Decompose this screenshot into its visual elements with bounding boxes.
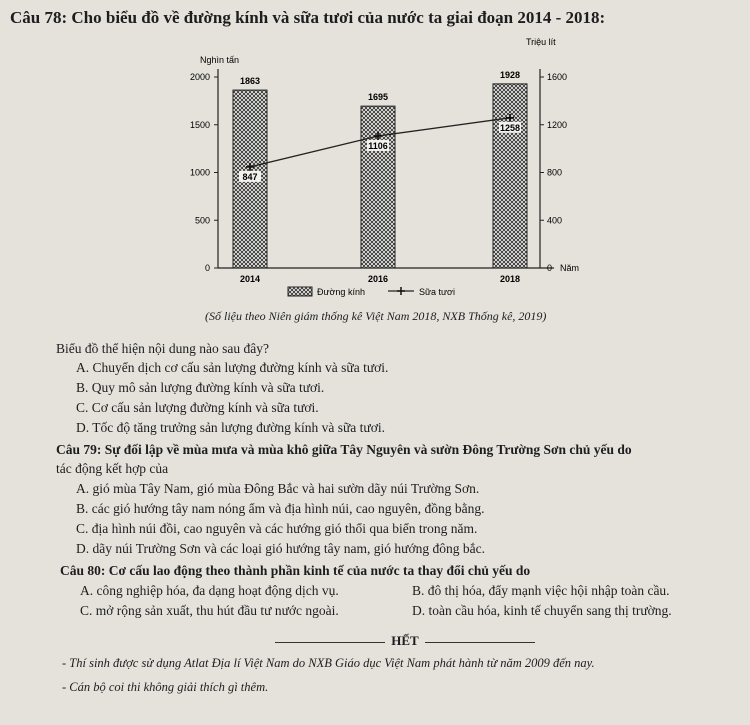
right-tick-label: 800 bbox=[547, 167, 563, 178]
right-tick-label: 1600 bbox=[547, 72, 568, 82]
bar-value-label: 1863 bbox=[239, 76, 261, 87]
bar-duong-kinh bbox=[361, 106, 395, 268]
legend-bar-label: Đường kính bbox=[317, 287, 365, 297]
chart-container bbox=[170, 32, 600, 307]
end-text: HẾT bbox=[391, 633, 419, 648]
q79-option-a[interactable]: A. gió mùa Tây Nam, gió mùa Đông Bắc và hai sườn dãy núi Trường Sơn. bbox=[76, 481, 480, 496]
question-78-prompt: Biểu đồ thể hiện nội dung nào sau đây? bbox=[56, 341, 269, 356]
x-axis-label: Năm bbox=[560, 263, 580, 273]
chart-source: (Số liệu theo Niên giám thống kê Việt Nam 2018, NXB Thống kê, 2019) bbox=[205, 309, 547, 323]
footer-note-2: - Cán bộ coi thi không giải thích gì thêm. bbox=[62, 680, 269, 694]
legend-line-marker bbox=[397, 287, 405, 295]
left-tick-label: 1500 bbox=[189, 119, 210, 130]
x-tick-label: 2014 bbox=[239, 274, 261, 284]
question-78-title: Câu 78: Cho biểu đồ về đường kính và sữa tươi của nước ta giai đoạn 2014 - 2018: bbox=[10, 8, 606, 27]
x-tick-label: 2018 bbox=[499, 274, 521, 284]
q79-option-b[interactable]: B. các gió hướng tây nam nóng ẩm và địa hình núi, cao nguyên, đồng bằng. bbox=[76, 501, 485, 516]
q78-option-a[interactable]: A. Chuyển dịch cơ cấu sản lượng đường kính và sữa tươi. bbox=[76, 360, 389, 375]
left-tick-label: 500 bbox=[194, 215, 210, 226]
right-tick-label: 400 bbox=[547, 215, 563, 226]
end-rule-left bbox=[275, 642, 385, 643]
end-marker bbox=[255, 633, 555, 649]
q80-option-c[interactable]: C. mở rộng sản xuất, thu hút đầu tư nước ngoài. bbox=[80, 603, 339, 618]
q80-option-a[interactable]: A. công nghiệp hóa, đa dạng hoạt động dịch vụ. bbox=[80, 583, 339, 598]
q80-option-d[interactable]: D. toàn cầu hóa, kinh tế chuyển sang thị trường. bbox=[412, 603, 672, 618]
legend-line-label: Sữa tươi bbox=[419, 287, 455, 297]
question-79-line1: Câu 79: Sự đối lập về mùa mưa và mùa khô giữa Tây Nguyên và sườn Đông Trường Sơn chủ yếu do bbox=[56, 442, 632, 457]
q80-option-b[interactable]: B. đô thị hóa, đẩy mạnh việc hội nhập toàn cầu. bbox=[412, 583, 670, 598]
legend-bar-swatch bbox=[288, 287, 312, 296]
question-79-line2: tác động kết hợp của bbox=[56, 461, 169, 476]
combo-chart bbox=[170, 32, 600, 307]
right-axis-label: Triệu lít bbox=[526, 37, 556, 47]
left-axis-label: Nghìn tấn bbox=[200, 55, 240, 65]
end-rule-right bbox=[425, 642, 535, 643]
left-tick-label: 0 bbox=[204, 263, 210, 273]
left-tick-label: 1000 bbox=[189, 167, 210, 178]
bar-duong-kinh bbox=[493, 84, 527, 268]
bar-value-label: 1928 bbox=[499, 69, 521, 80]
q79-option-c[interactable]: C. địa hình núi đồi, cao nguyên và các hướng gió thổi qua biển trong năm. bbox=[76, 521, 478, 536]
footer-note-1: - Thí sinh được sử dụng Atlat Địa lí Việt Nam do NXB Giáo dục Việt Nam phát hành từ năm 2009 đến nay. bbox=[62, 656, 595, 670]
line-value-label: 847 bbox=[242, 171, 258, 182]
right-tick-label: 0 bbox=[547, 263, 553, 273]
q78-option-c[interactable]: C. Cơ cấu sản lượng đường kính và sữa tươi. bbox=[76, 400, 319, 415]
question-80-line1: Câu 80: Cơ cấu lao động theo thành phần kinh tế của nước ta thay đổi chủ yếu do bbox=[60, 563, 531, 578]
line-value-label: 1106 bbox=[368, 140, 388, 151]
q79-option-d[interactable]: D. dãy núi Trường Sơn và các loại gió hướng tây nam, gió hướng đông bắc. bbox=[76, 541, 485, 556]
left-tick-label: 2000 bbox=[189, 72, 210, 82]
q78-option-d[interactable]: D. Tốc độ tăng trưởng sản lượng đường kính và sữa tươi. bbox=[76, 420, 385, 435]
line-value-label: 1258 bbox=[499, 122, 521, 133]
bar-value-label: 1695 bbox=[367, 92, 389, 103]
x-tick-label: 2016 bbox=[367, 274, 389, 284]
right-tick-label: 1200 bbox=[547, 119, 568, 130]
q78-option-b[interactable]: B. Quy mô sản lượng đường kính và sữa tươi. bbox=[76, 380, 325, 395]
